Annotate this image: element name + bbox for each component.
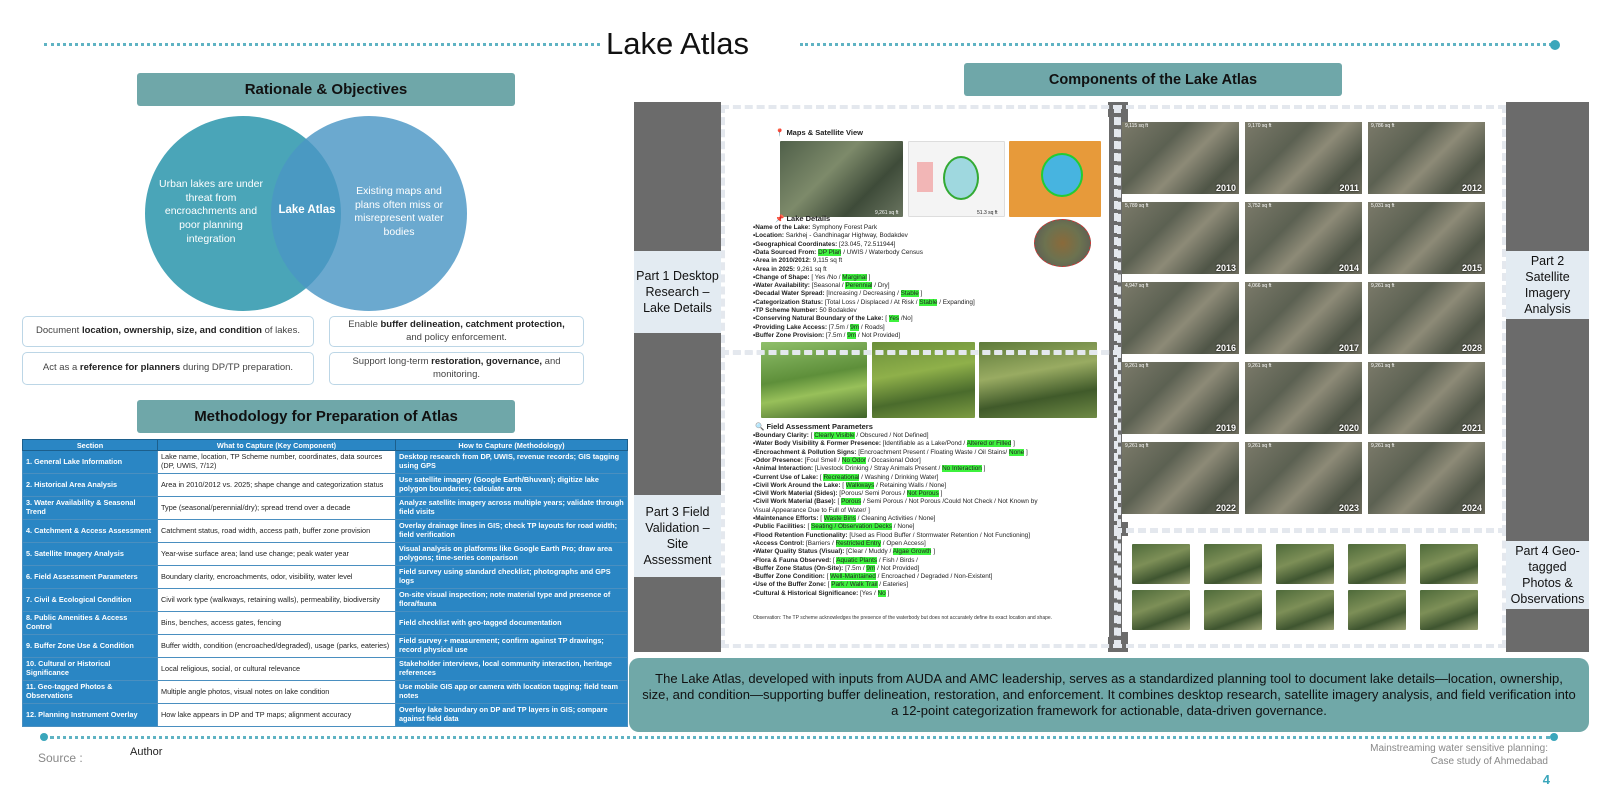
field-param-line-text: [Encroachment Present / Floating Waste / Oil Stains/ xyxy=(858,448,1008,456)
field-param-line-label: •Current Use of Lake: xyxy=(753,473,820,481)
pin-icon: 📍 xyxy=(775,128,785,137)
lake-detail-line-text: 9,261 sq ft xyxy=(796,265,827,273)
row-how: Use satellite imagery (Google Earth/Bhuvan); digitize lake polygon boundaries; calculate area xyxy=(396,474,628,497)
row-section: 5. Satellite Imagery Analysis xyxy=(23,543,158,566)
venn-center-label: Lake Atlas xyxy=(278,204,336,216)
field-param-line-text: [Barriers / xyxy=(806,539,834,547)
row-how: Field checklist with geo-tagged documentation xyxy=(396,612,628,635)
lake-detail-line-text: [7.5m / xyxy=(828,323,849,331)
field-param-line-label: •Civil Work Material (Base): xyxy=(753,498,838,506)
objective-2: Enable buffer delineation, catchment protection, and policy enforcement. xyxy=(329,316,584,347)
field-param-line-text: [Used as Flood Buffer / Stormwater Retention / Not Functioning] xyxy=(849,531,1030,539)
field-param-line-rest: ] xyxy=(887,589,890,597)
methodology-row xyxy=(23,497,628,520)
field-param-line-rest: / Eateries] xyxy=(879,581,909,589)
col-header-how: How to Capture (Methodology) xyxy=(396,440,628,451)
field-params-heading: 🔍 Field Assessment Parameters xyxy=(755,422,873,431)
row-section: 3. Water Availability & Seasonal Trend xyxy=(23,497,158,520)
lake-detail-line-text: [Increasing / Decreasing / xyxy=(826,290,899,298)
field-param-line-label: •Civil Work Around the Lake: xyxy=(753,481,843,489)
field-param-line-rest: ] xyxy=(983,465,986,473)
field-param-line-highlight: Porous xyxy=(841,498,862,506)
methodology-row xyxy=(23,612,628,635)
field-param-line-label: •Odor Presence: xyxy=(753,456,805,464)
magnifier-icon: 🔍 xyxy=(755,422,765,431)
lake-detail-line-label: •Conserving Natural Boundary of the Lake: xyxy=(753,315,886,323)
field-param-line-highlight: Restricted Entry xyxy=(835,539,881,547)
row-what: Type (seasonal/perennial/dry); spread trend over a decade xyxy=(158,497,396,520)
field-param-line-text: [ xyxy=(810,432,813,439)
field-param-line-rest: ] xyxy=(940,490,943,498)
field-param-line-rest: / Not Provided] xyxy=(877,564,920,572)
field-param-line-label: •Public Facilities: xyxy=(753,523,808,531)
satellite-year: 2010 xyxy=(1215,183,1236,193)
field-param-line-label: •Animal Interaction: xyxy=(753,465,815,473)
lake-detail-line-label: •Categorization Status: xyxy=(753,298,825,306)
field-param-line-highlight: None xyxy=(1008,448,1025,456)
field-param-line-label: •Water Body Visibility & Former Presence: xyxy=(753,440,883,448)
field-param-line-text: [ xyxy=(819,473,822,481)
field-param-line-text: [ xyxy=(826,573,829,581)
lake-detail-line-highlight: Perennial xyxy=(845,282,873,290)
lake-detail-line-text: Symphony Forest Park xyxy=(812,224,878,231)
satellite-year: 2015 xyxy=(1461,263,1482,273)
field-param-line-label: •Maintenance Efforts: xyxy=(753,515,821,522)
satellite-year: 2023 xyxy=(1338,503,1359,513)
maps-heading: 📍 Maps & Satellite View xyxy=(775,128,863,137)
field-param-line-highlight: No xyxy=(877,589,886,597)
satellite-area: 4,947 sq ft xyxy=(1125,283,1149,289)
lake-detail-line-rest: / UWIS / Waterbody Census xyxy=(843,248,923,256)
row-what: Local religious, social, or cultural relevance xyxy=(158,658,396,681)
row-section: 6. Field Assessment Parameters xyxy=(23,566,158,589)
row-section: 2. Historical Area Analysis xyxy=(23,474,158,497)
methodology-row xyxy=(23,543,628,566)
field-param-line-highlight: 9m xyxy=(866,564,876,572)
field-param-line-label: •Flood Retention Functionality: xyxy=(753,531,850,539)
venn-diagram xyxy=(145,116,475,311)
page-title: Lake Atlas xyxy=(606,26,750,61)
satellite-year: 2012 xyxy=(1461,183,1482,193)
row-how: Overlay lake boundary on DP and TP layers in GIS; compare against field data xyxy=(396,704,628,727)
field-param-line-rest: ] xyxy=(1026,448,1028,456)
row-what: Area in 2010/2012 vs. 2025; shape change and categorization status xyxy=(158,474,396,497)
satellite-area: 9,261 sq ft xyxy=(1248,363,1272,369)
map-area-label-2: 51.3 sq ft xyxy=(977,210,998,216)
methodology-row xyxy=(23,658,628,681)
methodology-row xyxy=(23,589,628,612)
pin-icon-2: 📌 xyxy=(775,214,785,223)
methodology-row xyxy=(23,635,628,658)
lake-detail-line-label: •TP Scheme Number: xyxy=(753,307,820,314)
field-param-line-rest: / Open Access] xyxy=(882,539,926,547)
field-param-line-highlight: Walkways xyxy=(845,481,875,489)
satellite-year: 2011 xyxy=(1339,183,1359,193)
field-param-line-label: •Use of the Buffer Zone: xyxy=(753,581,828,589)
satellite-year: 2016 xyxy=(1215,343,1236,353)
footer-right-line2: Case study of Ahmedabad xyxy=(1430,756,1548,767)
row-what: Lake name, location, TP Scheme number, coordinates, data sources (DP, UWIS, 7/12) xyxy=(158,451,396,474)
objective-4: Support long-term restoration, governance, and monitoring. xyxy=(329,352,584,385)
venn-right-text: Existing maps and plans often miss or misrepresent water bodies xyxy=(354,185,444,238)
satellite-year: 2019 xyxy=(1215,423,1236,433)
lake-detail-line-highlight: DP Plan xyxy=(818,248,842,256)
field-param-line-text: [ xyxy=(837,498,840,506)
satellite-area: 5,789 sq ft xyxy=(1125,203,1149,209)
satellite-area: 9,261 sq ft xyxy=(1371,363,1395,369)
row-section: 8. Public Amenities & Access Control xyxy=(23,612,158,635)
lake-detail-line-text: [ Yes /No / xyxy=(811,273,841,281)
lake-detail-line-highlight: 9m xyxy=(847,331,857,339)
lake-detail-line-rest: / Not Provided] xyxy=(857,331,901,339)
lake-detail-line-label: •Data Sourced From: xyxy=(753,248,819,256)
lake-detail-line-highlight: Stable xyxy=(919,298,938,306)
row-section: 12. Planning Instrument Overlay xyxy=(23,704,158,727)
methodology-heading: Methodology for Preparation of Atlas xyxy=(137,400,515,433)
methodology-row xyxy=(23,451,628,474)
part2-label: Part 2 Satellite Imagery Analysis xyxy=(1506,251,1589,319)
field-param-line-highlight: Park / Walk Trail xyxy=(831,581,878,589)
field-param-line-label: •Cultural & Historical Significance: xyxy=(753,589,860,597)
field-param-line-highlight: Aquatic Plants xyxy=(836,556,878,564)
row-what: Catchment status, road width, access path, buffer zone provision xyxy=(158,520,396,543)
satellite-year: 2017 xyxy=(1338,343,1359,353)
lake-detail-line-rest: ] xyxy=(920,290,923,298)
field-param-line-label: •Access Control: xyxy=(753,539,807,547)
row-how: Analyze satellite imagery across multiple years; validate through field visits xyxy=(396,497,628,520)
field-param-line-rest: ] xyxy=(1013,440,1015,448)
row-how: Stakeholder interviews, local community interaction, heritage references xyxy=(396,658,628,681)
field-param-line-text: [ xyxy=(827,581,830,589)
lake-detail-line-rest: / Expanding] xyxy=(939,298,975,306)
col-header-section: Section xyxy=(23,440,158,451)
row-what: Bins, benches, access gates, fencing xyxy=(158,612,396,635)
field-param-line-highlight: No Odor xyxy=(841,456,867,464)
col-header-what: What to Capture (Key Component) xyxy=(158,440,396,451)
satellite-area: 9,261 sq ft xyxy=(1371,443,1395,449)
satellite-area: 9,261 sq ft xyxy=(1248,443,1272,449)
methodology-table xyxy=(22,439,628,727)
row-how: Use mobile GIS app or camera with location tagging; field team notes xyxy=(396,681,628,704)
lake-detail-line-highlight: Yes xyxy=(888,315,900,323)
field-param-line-rest: / Obscured / Not Defined] xyxy=(856,432,929,439)
satellite-year: 2021 xyxy=(1461,423,1482,433)
source-label: Source : xyxy=(38,751,83,765)
row-what: Civil work type (walkways, retaining walls), permeability, biodiversity xyxy=(158,589,396,612)
lake-detail-line-rest: /No] xyxy=(900,315,913,323)
lake-detail-line-label: •Geographical Coordinates: xyxy=(753,240,840,248)
lake-detail-line-text: [7.5m / xyxy=(825,331,846,339)
lake-details-heading: 📌 Lake Details xyxy=(775,214,831,223)
summary-box: The Lake Atlas, developed with inputs from AUDA and AMC leadership, serves as a standardized planning tool to document lake details—location, ownership, size, and condition—supporting buffer delineation, restoration, and enforcement. It combines desktop research, satellite imagery analysis, and field verification into a 12-point categorization framework for actionable, data-driven governance. xyxy=(629,658,1589,732)
row-what: How lake appears in DP and TP maps; alignment accuracy xyxy=(158,704,396,727)
row-what: Year-wise surface area; land use change; peak water year xyxy=(158,543,396,566)
lake-detail-line-rest: / Roads] xyxy=(860,323,885,331)
lake-detail-line-highlight: Marginal xyxy=(842,273,867,281)
row-section: 7. Civil & Ecological Condition xyxy=(23,589,158,612)
row-how: Overlay drainage lines in GIS; check TP layouts for road width; field verification xyxy=(396,520,628,543)
field-param-line-label: •Boundary Clarity: xyxy=(753,432,811,439)
satellite-area: 9,115 sq ft xyxy=(1125,123,1148,129)
field-param-line-text: [ xyxy=(807,523,810,531)
field-param-line-text: [Foul Smell / xyxy=(804,456,841,464)
satellite-area: 9,261 sq ft xyxy=(1125,443,1149,449)
field-param-line-highlight: Seating / Observation Decks xyxy=(811,523,893,531)
field-param-line-highlight: Waste Bins xyxy=(823,515,856,522)
lake-detail-line-label: •Decadal Water Spread: xyxy=(753,290,827,298)
components-heading: Components of the Lake Atlas xyxy=(964,63,1342,96)
field-param-line-text: [Yes / xyxy=(860,589,876,597)
row-what: Multiple angle photos, visual notes on lake condition xyxy=(158,681,396,704)
venn-left-text: Urban lakes are under threat from encroachments and poor planning integration xyxy=(159,178,263,245)
frame-part3 xyxy=(721,350,1121,648)
page-number: 4 xyxy=(1542,772,1550,787)
lake-detail-line-highlight: Stable xyxy=(900,290,919,298)
field-param-line-highlight: Well-Maintained xyxy=(830,573,876,581)
satellite-area: 5,031 sq ft xyxy=(1371,203,1395,209)
field-param-line-text: [Livestock Drinking / Stray Animals Present / xyxy=(814,465,941,473)
methodology-row xyxy=(23,704,628,727)
satellite-area: 9,261 sq ft xyxy=(1371,283,1395,289)
frame-part1 xyxy=(721,105,1121,355)
part4-label: Part 4 Geo-tagged Photos & Observations xyxy=(1506,541,1589,609)
methodology-row xyxy=(23,566,628,589)
lake-detail-line-text: 9,115 sq ft xyxy=(812,257,843,265)
field-param-line-highlight: Altered or Filled xyxy=(966,440,1012,448)
footer-divider-start xyxy=(40,733,48,741)
satellite-year: 2024 xyxy=(1461,503,1482,513)
field-param-line-highlight: Clearly Visible xyxy=(814,432,855,439)
field-param-line-text: [ xyxy=(842,481,845,489)
lake-detail-line-rest: ] xyxy=(868,273,871,281)
lake-detail-line-text: [ xyxy=(885,315,887,323)
field-param-line-text: Visual Appearance Due to Full of Water/ ] xyxy=(753,506,870,514)
satellite-area: 9,170 sq ft xyxy=(1248,123,1272,129)
field-param-line-label: •Water Quality Status (Visual): xyxy=(753,548,847,556)
lake-detail-line-label: •Area in 2025: xyxy=(753,265,797,273)
footer-divider xyxy=(50,736,1550,739)
observation-note: Observation: The TP scheme acknowledges the presence of the waterbody but does not accurately define its exact location and shape. xyxy=(753,615,1053,621)
methodology-row xyxy=(23,474,628,497)
field-param-line-text: [ xyxy=(820,515,822,522)
lake-detail-line-text: [23.045, 72.511944] xyxy=(839,240,896,248)
satellite-year: 2028 xyxy=(1461,343,1482,353)
methodology-row xyxy=(23,520,628,543)
row-section: 1. General Lake Information xyxy=(23,451,158,474)
field-param-line-label: •Encroachment & Pollution Signs: xyxy=(753,448,859,456)
row-section: 4. Catchment & Access Assessment xyxy=(23,520,158,543)
field-param-line-rest: / Encroached / Degraded / Non-Existent] xyxy=(877,573,993,581)
field-param-line-text: [Clear / Muddy / xyxy=(846,548,892,556)
field-param-line-highlight: Not Porous xyxy=(906,490,939,498)
objective-1: Document location, ownership, size, and condition of lakes. xyxy=(22,316,314,347)
satellite-year: 2022 xyxy=(1215,503,1236,513)
field-param-line-text: [7.5m / xyxy=(845,564,865,572)
methodology-header-row xyxy=(23,440,628,451)
row-how: Field survey + measurement; confirm against TP drawings; record physical use xyxy=(396,635,628,658)
lake-detail-line-text: [Seasonal / xyxy=(811,282,844,290)
row-section: 10. Cultural or Historical Significance xyxy=(23,658,158,681)
field-param-line-label: •Buffer Zone Status (On-Site): xyxy=(753,564,846,572)
lake-detail-line-rest: / Dry] xyxy=(874,282,890,290)
satellite-year: 2014 xyxy=(1338,263,1359,273)
field-param-line-rest: / Washing / Drinking Water] xyxy=(861,473,939,481)
field-param-line-text: [ xyxy=(833,556,835,564)
lake-detail-line-label: •Water Availability: xyxy=(753,282,812,290)
lake-detail-line-label: •Location: xyxy=(753,232,786,240)
lake-detail-line-highlight: 9m xyxy=(850,323,860,331)
footer-divider-end xyxy=(1550,733,1558,741)
field-param-line-highlight: Recreational xyxy=(823,473,860,481)
row-section: 11. Geo-tagged Photos & Observations xyxy=(23,681,158,704)
field-param-line-rest: / Cleaning Activities / None] xyxy=(857,515,936,522)
title-divider-end xyxy=(1550,40,1560,50)
lake-detail-line-label: •Name of the Lake: xyxy=(753,224,813,231)
field-param-line-text: [Porous/ Semi Porous / xyxy=(839,490,906,498)
lake-detail-line-text: [Total Loss / Displaced / At Risk / xyxy=(824,298,918,306)
field-param-line-highlight: No Interaction xyxy=(942,465,982,473)
field-param-line-rest: ] xyxy=(933,548,935,556)
row-how: Desktop research from DP, UWIS, revenue records; GIS tagging using GPS xyxy=(396,451,628,474)
frame-part2 xyxy=(1114,105,1506,533)
field-param-line-rest: / None] xyxy=(893,523,915,531)
frame-part4 xyxy=(1114,528,1506,648)
objective-3: Act as a reference for planners during DP/TP preparation. xyxy=(22,352,314,385)
satellite-year: 2013 xyxy=(1215,263,1236,273)
row-what: Buffer width, condition (encroached/degraded), usage (parks, eateries) xyxy=(158,635,396,658)
title-divider-right xyxy=(800,43,1552,46)
satellite-area: 4,066 sq ft xyxy=(1248,283,1272,289)
field-param-line-rest: / Fish / Birds / xyxy=(878,556,918,564)
satellite-year: 2020 xyxy=(1338,423,1359,433)
footer-right-line1: Mainstreaming water sensitive planning: xyxy=(1370,743,1548,754)
lake-detail-line-label: •Providing Lake Access: xyxy=(753,323,829,331)
methodology-row xyxy=(23,681,628,704)
field-param-line-label: •Buffer Zone Condition: xyxy=(753,573,827,581)
lake-detail-line-text: Sarkhej - Gandhinagar Highway, Bodakdev xyxy=(785,232,908,240)
part3-label: Part 3 Field Validation – Site Assessment xyxy=(634,495,721,577)
lake-detail-line-label: •Change of Shape: xyxy=(753,273,812,281)
field-param-line-label: •Flora & Fauna Observed: xyxy=(753,556,834,564)
row-section: 9. Buffer Zone Use & Condition xyxy=(23,635,158,658)
field-param-line-highlight: Algae Growth xyxy=(892,548,932,556)
satellite-area: 9,786 sq ft xyxy=(1371,123,1395,129)
rationale-heading: Rationale & Objectives xyxy=(137,73,515,106)
lake-detail-line-label: •Buffer Zone Provision: xyxy=(753,331,826,339)
row-what: Boundary clarity, encroachments, odor, visibility, water level xyxy=(158,566,396,589)
source-value: Author xyxy=(130,746,163,758)
lake-detail-line-label: •Area in 2010/2012: xyxy=(753,257,813,265)
field-param-line-text: [Identifiable as a Lake/Pond / xyxy=(882,440,966,448)
field-param-line-label: •Civil Work Material (Sides): xyxy=(753,490,840,498)
row-how: Visual analysis on platforms like Google Earth Pro; draw area polygons; time-series comparison xyxy=(396,543,628,566)
lake-detail-line-text: 50 Bodakdev xyxy=(819,307,857,314)
map-area-label-1: 9,261 sq ft xyxy=(875,210,899,216)
row-how: Field survey using standard checklist; photographs and GPS logs xyxy=(396,566,628,589)
row-how: On-site visual inspection; note material type and presence of flora/fauna xyxy=(396,589,628,612)
field-param-line-rest: / Retaining Walls / None] xyxy=(876,481,947,489)
field-param-line-rest: / Occasional Odor] xyxy=(867,456,921,464)
satellite-area: 3,752 sq ft xyxy=(1248,203,1272,209)
satellite-area: 9,261 sq ft xyxy=(1125,363,1149,369)
field-param-line-rest: / Semi Porous / Not Porous /Could Not Check / Not Known by xyxy=(863,498,1038,506)
title-divider-left xyxy=(44,43,600,46)
part1-label: Part 1 Desktop Research – Lake Details xyxy=(634,251,721,333)
